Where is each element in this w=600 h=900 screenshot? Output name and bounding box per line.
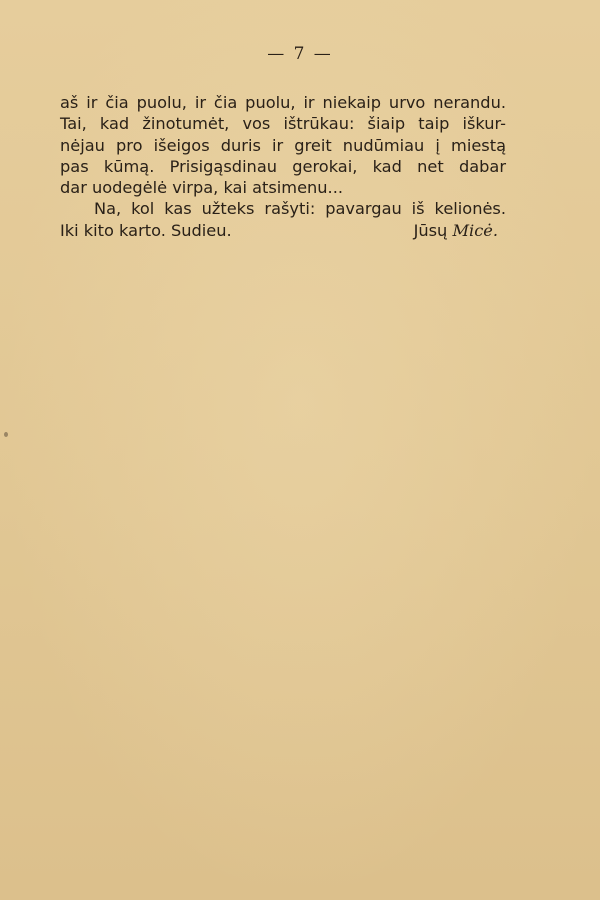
signature-prefix: Jūsų <box>413 220 448 240</box>
text-line: pas kūmą. Prisigąsdinau gerokai, kad net dabar <box>60 156 506 176</box>
page-number: — 7 — <box>267 44 333 64</box>
text-line: Tai, kad žinotumėt, vos ištrūkau: šiaip taip iškur- <box>60 114 506 134</box>
letter-text <box>60 92 506 241</box>
farewell-text: Iki kito karto. Sudieu. <box>60 220 232 240</box>
signature-name: Micė. <box>452 220 498 240</box>
text-line: Na, kol kas užteks rašyti: pavargau iš kelionės. <box>94 199 506 219</box>
letter-closing <box>60 220 506 241</box>
text-line: dar uodegėlė virpa, kai atsimenu... <box>60 178 343 198</box>
text-line: nėjau pro išeigos duris ir greit nudūmiau į miestą <box>60 135 506 155</box>
signature <box>414 220 506 241</box>
text-line: aš ir čia puolu, ir čia puolu, ir niekaip urvo nerandu. <box>60 93 506 112</box>
paper-spot <box>4 432 8 437</box>
